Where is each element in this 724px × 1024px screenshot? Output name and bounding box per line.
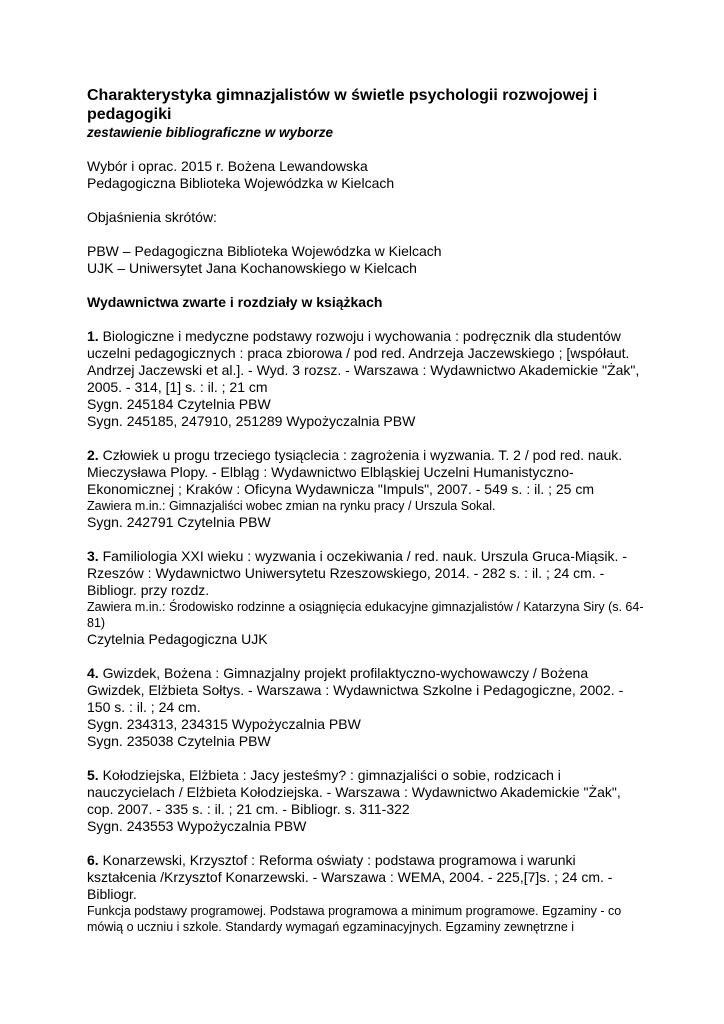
entry-description <box>87 665 647 716</box>
abbreviation-ujk: UJK – Uniwersytet Jana Kochanowskiego w Kielcach <box>87 260 417 276</box>
document-subtitle: zestawienie bibliograficzne w wyborze <box>87 125 334 140</box>
section-heading: Wydawnictwa zwarte i rozdziały w książkach <box>87 294 383 310</box>
document-title: Charakterystyka gimnazjalistów w świetle psychologii rozwojowej i pedagogiki <box>87 87 598 123</box>
bibliography-entry <box>87 852 647 935</box>
institution-line: Pedagogiczna Biblioteka Wojewódzka w Kielcach <box>87 175 395 191</box>
entry-note: Zawiera m.in.: Gimnazjaliści wobec zmian na rynku pracy / Urszula Sokal. <box>87 499 496 513</box>
entry-note: Funkcja podstawy programowej. Podstawa programowa a minimum programowe. Egzaminy - co mówią o uczniu i szkole. Standardy wymagań egzaminacyjnych. Egzaminy zewnętrzne i <box>87 904 622 934</box>
entries-list <box>87 328 647 935</box>
abbreviations-heading: Objaśnienia skrótów: <box>87 209 217 225</box>
entry-number: 5. <box>87 767 99 783</box>
entry-number: 4. <box>87 665 99 681</box>
entry-number: 2. <box>87 447 99 463</box>
entry-location: Sygn. 245185, 247910, 251289 Wypożyczalnia PBW <box>87 413 416 429</box>
bibliography-entry <box>87 328 647 430</box>
entry-description <box>87 328 647 396</box>
bibliography-entry <box>87 447 647 531</box>
abbreviation-pbw: PBW – Pedagogiczna Biblioteka Wojewódzka w Kielcach <box>87 243 442 259</box>
entry-location: Sygn. 242791 Czytelnia PBW <box>87 514 271 530</box>
entry-location: Sygn. 234313, 234315 Wypożyczalnia PBW <box>87 716 361 732</box>
entry-description <box>87 548 647 599</box>
entry-description <box>87 767 647 818</box>
entry-text: Kołodziejska, Elżbieta : Jacy jesteśmy? : gimnazjaliści o sobie, rodzicach i nauczycielach / Elżbieta Kołodziejska. - Warszawa : Wydawnictwo Akademickie "Żak", cop. 2007. - 335 s. : il. ; 21 cm. - Bibliogr. s. 311-322 <box>87 767 621 817</box>
entry-text: Konarzewski, Krzysztof : Reforma oświaty : podstawa programowa i warunki kształcenia /Krzysztof Konarzewski. - Warszawa : WEMA, 2004. - 225,[7]s. ; 24 cm. - Bibliogr. <box>87 852 613 902</box>
entry-description <box>87 852 647 903</box>
entry-number: 1. <box>87 328 99 344</box>
entry-number: 3. <box>87 548 99 564</box>
entry-text: Gwizdek, Bożena : Gimnazjalny projekt profilaktyczno-wychowawczy / Bożena Gwizdek, Elżbieta Sołtys. - Warszawa : Wydawnictwa Szkolne i Pedagogiczne, 2002. - 150 s. : il. ; 24 cm. <box>87 665 624 715</box>
entry-location: Czytelnia Pedagogiczna UJK <box>87 631 268 647</box>
entry-description <box>87 447 647 498</box>
bibliography-entry <box>87 767 647 835</box>
document-page <box>87 86 647 952</box>
entry-text: Familiologia XXI wieku : wyzwania i oczekiwania / red. nauk. Urszula Gruca-Miąsik. - Rzeszów : Wydawnictwo Uniwersytetu Rzeszowskiego, 2014. - 282 s. : il. ; 24 cm. - Bibliogr. przy rozdz. <box>87 548 627 598</box>
entry-text: Człowiek u progu trzeciego tysiąclecia : zagrożenia i wyzwania. T. 2 / pod red. nauk. Mieczysława Plopy. - Elbląg : Wydawnictwo Elbląskiej Uczelni Humanistyczno-Ekonomicznej ; Kraków : Oficyna Wydawnicza "Impuls", 2007. - 549 s. : il. ; 25 cm <box>87 447 623 497</box>
bibliography-entry <box>87 548 647 648</box>
bibliography-entry <box>87 665 647 750</box>
entry-text: Biologiczne i medyczne podstawy rozwoju i wychowania : podręcznik dla studentów uczelni pedagogicznych : praca zbiorowa / pod red. Andrzeja Jaczewskiego ; [współaut. Andrzej Jaczewski et al.]. - Wyd. 3 rozsz. - Warszawa : Wydawnictwo Akademickie "Żak", 2005. - 314, [1] s. : il. ; 21 cm <box>87 328 640 395</box>
entry-number: 6. <box>87 852 99 868</box>
entry-location: Sygn. 245184 Czytelnia PBW <box>87 396 271 412</box>
entry-location: Sygn. 235038 Czytelnia PBW <box>87 733 271 749</box>
entry-note: Zawiera m.in.: Środowisko rodzinne a osiągnięcia edukacyjne gimnazjalistów / Katarzyna Siry (s. 64-81) <box>87 600 644 630</box>
author-line: Wybór i oprac. 2015 r. Bożena Lewandowska <box>87 158 368 174</box>
entry-location: Sygn. 243553 Wypożyczalnia PBW <box>87 818 307 834</box>
